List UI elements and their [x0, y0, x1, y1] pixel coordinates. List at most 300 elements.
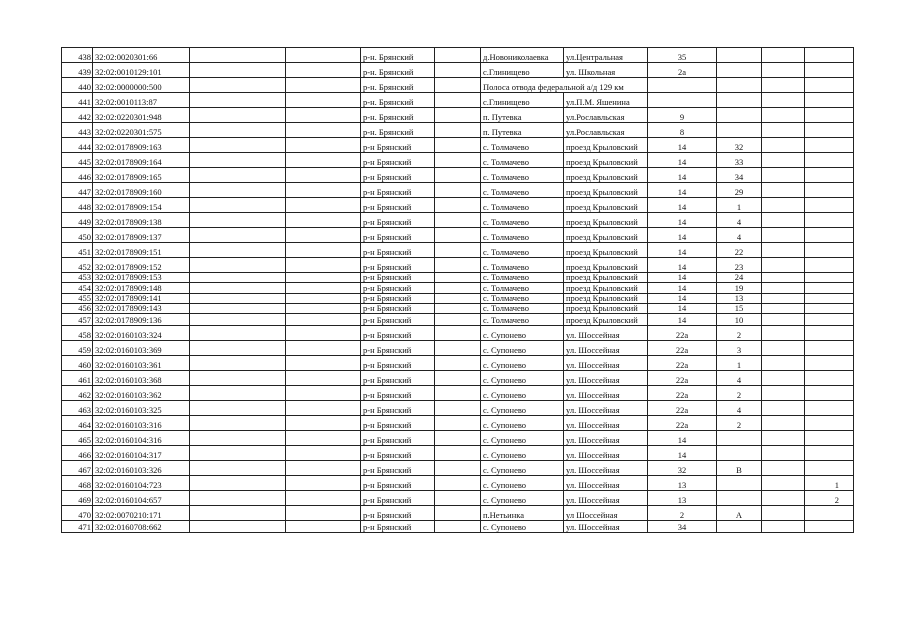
empty-cell — [435, 243, 481, 258]
empty-cell — [762, 273, 805, 283]
unit-number — [805, 341, 854, 356]
empty-cell — [435, 506, 481, 521]
empty-cell — [435, 283, 481, 294]
row-number: 447 — [62, 183, 93, 198]
empty-cell — [190, 93, 286, 108]
street: ул.Центральная — [564, 48, 648, 63]
row-number: 444 — [62, 138, 93, 153]
street: ул. Шоссейная — [564, 341, 648, 356]
cadastral-number: 32:02:0010113:87 — [93, 93, 190, 108]
table-row — [62, 48, 854, 63]
table-row — [62, 153, 854, 168]
house-number: 14 — [648, 213, 717, 228]
empty-cell — [435, 304, 481, 314]
unit-number — [805, 326, 854, 341]
building-number — [717, 491, 762, 506]
row-number: 471 — [62, 521, 93, 533]
district: р-н Брянский — [361, 258, 435, 273]
unit-number — [805, 283, 854, 294]
locality: с. Супонево — [481, 431, 564, 446]
unit-number — [805, 416, 854, 431]
cadastral-number: 32:02:0160103:369 — [93, 341, 190, 356]
street: ул.П.М. Яшенина — [564, 93, 648, 108]
unit-number: 1 — [805, 476, 854, 491]
building-number — [717, 108, 762, 123]
unit-number — [805, 273, 854, 283]
unit-number — [805, 228, 854, 243]
table-row — [62, 123, 854, 138]
row-number: 457 — [62, 314, 93, 326]
empty-cell — [762, 476, 805, 491]
table-row — [62, 63, 854, 78]
house-number: 14 — [648, 183, 717, 198]
empty-cell — [190, 356, 286, 371]
locality: с. Супонево — [481, 491, 564, 506]
empty-cell — [286, 243, 361, 258]
empty-cell — [286, 183, 361, 198]
building-number: 3 — [717, 341, 762, 356]
empty-cell — [190, 183, 286, 198]
locality: с. Супонево — [481, 356, 564, 371]
unit-number — [805, 153, 854, 168]
district: р-н Брянский — [361, 168, 435, 183]
district: р-н Брянский — [361, 153, 435, 168]
building-number: 23 — [717, 258, 762, 273]
row-number: 438 — [62, 48, 93, 63]
building-number — [717, 48, 762, 63]
empty-cell — [190, 138, 286, 153]
table-row — [62, 93, 854, 108]
district: р-н. Брянский — [361, 78, 435, 93]
locality: с. Супонево — [481, 326, 564, 341]
empty-cell — [190, 304, 286, 314]
empty-cell — [286, 446, 361, 461]
district: р-н Брянский — [361, 521, 435, 533]
building-number: 29 — [717, 183, 762, 198]
street: проезд Крыловский — [564, 198, 648, 213]
table-row — [62, 283, 854, 294]
empty-cell — [286, 63, 361, 78]
building-number — [717, 446, 762, 461]
locality: с. Толмачево — [481, 198, 564, 213]
empty-cell — [435, 228, 481, 243]
cadastral-number: 32:02:0160103:368 — [93, 371, 190, 386]
district: р-н Брянский — [361, 228, 435, 243]
locality: с. Толмачево — [481, 273, 564, 283]
row-number: 450 — [62, 228, 93, 243]
district: р-н Брянский — [361, 183, 435, 198]
empty-cell — [190, 326, 286, 341]
locality: п.Нетьинка — [481, 506, 564, 521]
house-number — [648, 78, 717, 93]
unit-number — [805, 123, 854, 138]
empty-cell — [435, 63, 481, 78]
house-number: 14 — [648, 273, 717, 283]
building-number: 1 — [717, 198, 762, 213]
empty-cell — [435, 371, 481, 386]
empty-cell — [435, 183, 481, 198]
table-row — [62, 213, 854, 228]
empty-cell — [762, 401, 805, 416]
empty-cell — [762, 168, 805, 183]
locality: д.Новониколаевка — [481, 48, 564, 63]
cadastral-number: 32:02:0160104:316 — [93, 431, 190, 446]
locality: с. Супонево — [481, 461, 564, 476]
cadastral-number: 32:02:0160103:324 — [93, 326, 190, 341]
district: р-н Брянский — [361, 304, 435, 314]
house-number: 14 — [648, 153, 717, 168]
building-number: 4 — [717, 228, 762, 243]
table-row — [62, 416, 854, 431]
cadastral-number: 32:02:0178909:136 — [93, 314, 190, 326]
building-number — [717, 123, 762, 138]
district: р-н Брянский — [361, 341, 435, 356]
cadastral-number: 32:02:0178909:138 — [93, 213, 190, 228]
empty-cell — [435, 461, 481, 476]
unit-number — [805, 78, 854, 93]
land-registry-table — [61, 47, 854, 533]
house-number: 14 — [648, 283, 717, 294]
row-number: 458 — [62, 326, 93, 341]
district: р-н. Брянский — [361, 93, 435, 108]
district: р-н Брянский — [361, 283, 435, 294]
row-number: 455 — [62, 294, 93, 304]
empty-cell — [286, 461, 361, 476]
empty-cell — [762, 356, 805, 371]
district: р-н Брянский — [361, 446, 435, 461]
locality: с. Супонево — [481, 386, 564, 401]
empty-cell — [190, 341, 286, 356]
empty-cell — [286, 48, 361, 63]
empty-cell — [435, 356, 481, 371]
unit-number — [805, 386, 854, 401]
row-number: 469 — [62, 491, 93, 506]
locality: с.Глинищево — [481, 93, 564, 108]
locality: с. Супонево — [481, 446, 564, 461]
district: р-н Брянский — [361, 491, 435, 506]
cadastral-number: 32:02:0178909:153 — [93, 273, 190, 283]
district: р-н. Брянский — [361, 123, 435, 138]
row-number: 470 — [62, 506, 93, 521]
empty-cell — [435, 341, 481, 356]
row-number: 461 — [62, 371, 93, 386]
empty-cell — [286, 341, 361, 356]
house-number: 22а — [648, 386, 717, 401]
table-row — [62, 506, 854, 521]
unit-number — [805, 446, 854, 461]
street: проезд Крыловский — [564, 168, 648, 183]
district: р-н Брянский — [361, 198, 435, 213]
building-number: 13 — [717, 294, 762, 304]
house-number: 35 — [648, 48, 717, 63]
cadastral-number: 32:02:0178909:151 — [93, 243, 190, 258]
empty-cell — [762, 314, 805, 326]
house-number: 2 — [648, 506, 717, 521]
table-row — [62, 341, 854, 356]
empty-cell — [286, 258, 361, 273]
unit-number — [805, 314, 854, 326]
building-number: 15 — [717, 304, 762, 314]
house-number — [648, 93, 717, 108]
cadastral-number: 32:02:0160708:662 — [93, 521, 190, 533]
empty-cell — [190, 243, 286, 258]
cadastral-number: 32:02:0178909:143 — [93, 304, 190, 314]
cadastral-number: 32:02:0160103:362 — [93, 386, 190, 401]
empty-cell — [762, 228, 805, 243]
empty-cell — [286, 416, 361, 431]
street: проезд Крыловский — [564, 283, 648, 294]
cadastral-number: 32:02:0160103:361 — [93, 356, 190, 371]
empty-cell — [435, 168, 481, 183]
cadastral-number: 32:02:0070210:171 — [93, 506, 190, 521]
empty-cell — [435, 108, 481, 123]
empty-cell — [762, 283, 805, 294]
house-number: 13 — [648, 476, 717, 491]
empty-cell — [762, 243, 805, 258]
empty-cell — [286, 228, 361, 243]
house-number: 34 — [648, 521, 717, 533]
house-number: 13 — [648, 491, 717, 506]
unit-number — [805, 401, 854, 416]
house-number: 14 — [648, 258, 717, 273]
empty-cell — [286, 476, 361, 491]
house-number: 22а — [648, 371, 717, 386]
house-number: 32 — [648, 461, 717, 476]
empty-cell — [762, 446, 805, 461]
empty-cell — [286, 108, 361, 123]
empty-cell — [190, 168, 286, 183]
locality: с. Толмачево — [481, 243, 564, 258]
empty-cell — [435, 314, 481, 326]
building-number: 22 — [717, 243, 762, 258]
cadastral-number: 32:02:0178909:154 — [93, 198, 190, 213]
empty-cell — [286, 356, 361, 371]
empty-cell — [435, 326, 481, 341]
district: р-н Брянский — [361, 294, 435, 304]
table-row — [62, 243, 854, 258]
table-row — [62, 326, 854, 341]
unit-number: 2 — [805, 491, 854, 506]
table-row — [62, 314, 854, 326]
unit-number — [805, 93, 854, 108]
building-number: 4 — [717, 213, 762, 228]
unit-number — [805, 461, 854, 476]
street: ул. Шоссейная — [564, 476, 648, 491]
empty-cell — [190, 476, 286, 491]
street: ул. Шоссейная — [564, 371, 648, 386]
empty-cell — [762, 304, 805, 314]
empty-cell — [435, 386, 481, 401]
unit-number — [805, 506, 854, 521]
street: проезд Крыловский — [564, 273, 648, 283]
empty-cell — [286, 304, 361, 314]
table-row — [62, 491, 854, 506]
row-number: 452 — [62, 258, 93, 273]
house-number: 14 — [648, 138, 717, 153]
unit-number — [805, 213, 854, 228]
empty-cell — [435, 491, 481, 506]
empty-cell — [190, 198, 286, 213]
unit-number — [805, 371, 854, 386]
unit-number — [805, 243, 854, 258]
house-number: 14 — [648, 431, 717, 446]
empty-cell — [762, 461, 805, 476]
empty-cell — [762, 341, 805, 356]
street: ул.Рославльская — [564, 123, 648, 138]
empty-cell — [435, 123, 481, 138]
district: р-н Брянский — [361, 326, 435, 341]
house-number: 14 — [648, 198, 717, 213]
street: ул. Шоссейная — [564, 386, 648, 401]
row-number: 464 — [62, 416, 93, 431]
empty-cell — [286, 138, 361, 153]
locality: с. Супонево — [481, 371, 564, 386]
empty-cell — [762, 108, 805, 123]
empty-cell — [190, 63, 286, 78]
building-number: В — [717, 461, 762, 476]
empty-cell — [286, 198, 361, 213]
district: р-н Брянский — [361, 416, 435, 431]
row-number: 451 — [62, 243, 93, 258]
empty-cell — [190, 108, 286, 123]
street: ул. Шоссейная — [564, 521, 648, 533]
locality: с. Супонево — [481, 476, 564, 491]
empty-cell — [762, 138, 805, 153]
row-number: 462 — [62, 386, 93, 401]
empty-cell — [286, 386, 361, 401]
empty-cell — [190, 273, 286, 283]
table-row — [62, 183, 854, 198]
empty-cell — [286, 78, 361, 93]
row-number: 448 — [62, 198, 93, 213]
row-number: 459 — [62, 341, 93, 356]
street: ул. Шоссейная — [564, 446, 648, 461]
building-number — [717, 431, 762, 446]
empty-cell — [190, 228, 286, 243]
row-number: 446 — [62, 168, 93, 183]
row-number: 445 — [62, 153, 93, 168]
empty-cell — [190, 258, 286, 273]
street: проезд Крыловский — [564, 138, 648, 153]
building-number — [717, 476, 762, 491]
empty-cell — [762, 431, 805, 446]
empty-cell — [190, 153, 286, 168]
row-number: 468 — [62, 476, 93, 491]
house-number: 14 — [648, 446, 717, 461]
unit-number — [805, 198, 854, 213]
empty-cell — [435, 198, 481, 213]
locality: Полоса отвода федеральной а/д 129 км — [481, 78, 648, 93]
row-number: 456 — [62, 304, 93, 314]
empty-cell — [435, 431, 481, 446]
empty-cell — [286, 491, 361, 506]
cadastral-number: 32:02:0160104:317 — [93, 446, 190, 461]
empty-cell — [190, 521, 286, 533]
street: ул. Шоссейная — [564, 491, 648, 506]
street: проезд Крыловский — [564, 304, 648, 314]
table-row — [62, 228, 854, 243]
street: проезд Крыловский — [564, 228, 648, 243]
street: ул. Шоссейная — [564, 416, 648, 431]
house-number: 22а — [648, 341, 717, 356]
street: ул Шоссейная — [564, 506, 648, 521]
empty-cell — [286, 431, 361, 446]
table-row — [62, 356, 854, 371]
empty-cell — [762, 386, 805, 401]
district: р-н Брянский — [361, 356, 435, 371]
cadastral-number: 32:02:0178909:137 — [93, 228, 190, 243]
empty-cell — [435, 78, 481, 93]
locality: с. Супонево — [481, 341, 564, 356]
empty-cell — [435, 416, 481, 431]
district: р-н. Брянский — [361, 108, 435, 123]
empty-cell — [190, 283, 286, 294]
cadastral-number: 32:02:0160104:723 — [93, 476, 190, 491]
empty-cell — [762, 63, 805, 78]
locality: с. Толмачево — [481, 183, 564, 198]
empty-cell — [190, 371, 286, 386]
cadastral-number: 32:02:0178909:164 — [93, 153, 190, 168]
cadastral-number: 32:02:0178909:141 — [93, 294, 190, 304]
street: ул. Шоссейная — [564, 461, 648, 476]
cadastral-number: 32:02:0178909:148 — [93, 283, 190, 294]
house-number: 14 — [648, 228, 717, 243]
house-number: 22а — [648, 401, 717, 416]
district: р-н Брянский — [361, 476, 435, 491]
building-number: А — [717, 506, 762, 521]
unit-number — [805, 63, 854, 78]
empty-cell — [435, 521, 481, 533]
street: проезд Крыловский — [564, 153, 648, 168]
empty-cell — [190, 294, 286, 304]
empty-cell — [190, 416, 286, 431]
cadastral-number: 32:02:0160104:657 — [93, 491, 190, 506]
cadastral-number: 32:02:0000000:500 — [93, 78, 190, 93]
table-row — [62, 386, 854, 401]
table-row — [62, 273, 854, 283]
row-number: 460 — [62, 356, 93, 371]
unit-number — [805, 431, 854, 446]
building-number: 32 — [717, 138, 762, 153]
empty-cell — [190, 386, 286, 401]
table-row — [62, 304, 854, 314]
locality: п. Путевка — [481, 108, 564, 123]
empty-cell — [190, 78, 286, 93]
street: ул. Шоссейная — [564, 326, 648, 341]
row-number: 440 — [62, 78, 93, 93]
empty-cell — [286, 93, 361, 108]
row-number: 439 — [62, 63, 93, 78]
locality: с. Толмачево — [481, 258, 564, 273]
cadastral-number: 32:02:0178909:165 — [93, 168, 190, 183]
district: р-н Брянский — [361, 431, 435, 446]
cadastral-number: 32:02:0010129:101 — [93, 63, 190, 78]
cadastral-number: 32:02:0020301:66 — [93, 48, 190, 63]
building-number — [717, 521, 762, 533]
house-number: 22а — [648, 356, 717, 371]
street: проезд Крыловский — [564, 258, 648, 273]
street: ул.Рославльская — [564, 108, 648, 123]
building-number: 2 — [717, 416, 762, 431]
street: проезд Крыловский — [564, 294, 648, 304]
row-number: 454 — [62, 283, 93, 294]
district: р-н Брянский — [361, 314, 435, 326]
street: ул. Шоссейная — [564, 356, 648, 371]
empty-cell — [435, 401, 481, 416]
empty-cell — [190, 401, 286, 416]
empty-cell — [435, 213, 481, 228]
district: р-н Брянский — [361, 461, 435, 476]
